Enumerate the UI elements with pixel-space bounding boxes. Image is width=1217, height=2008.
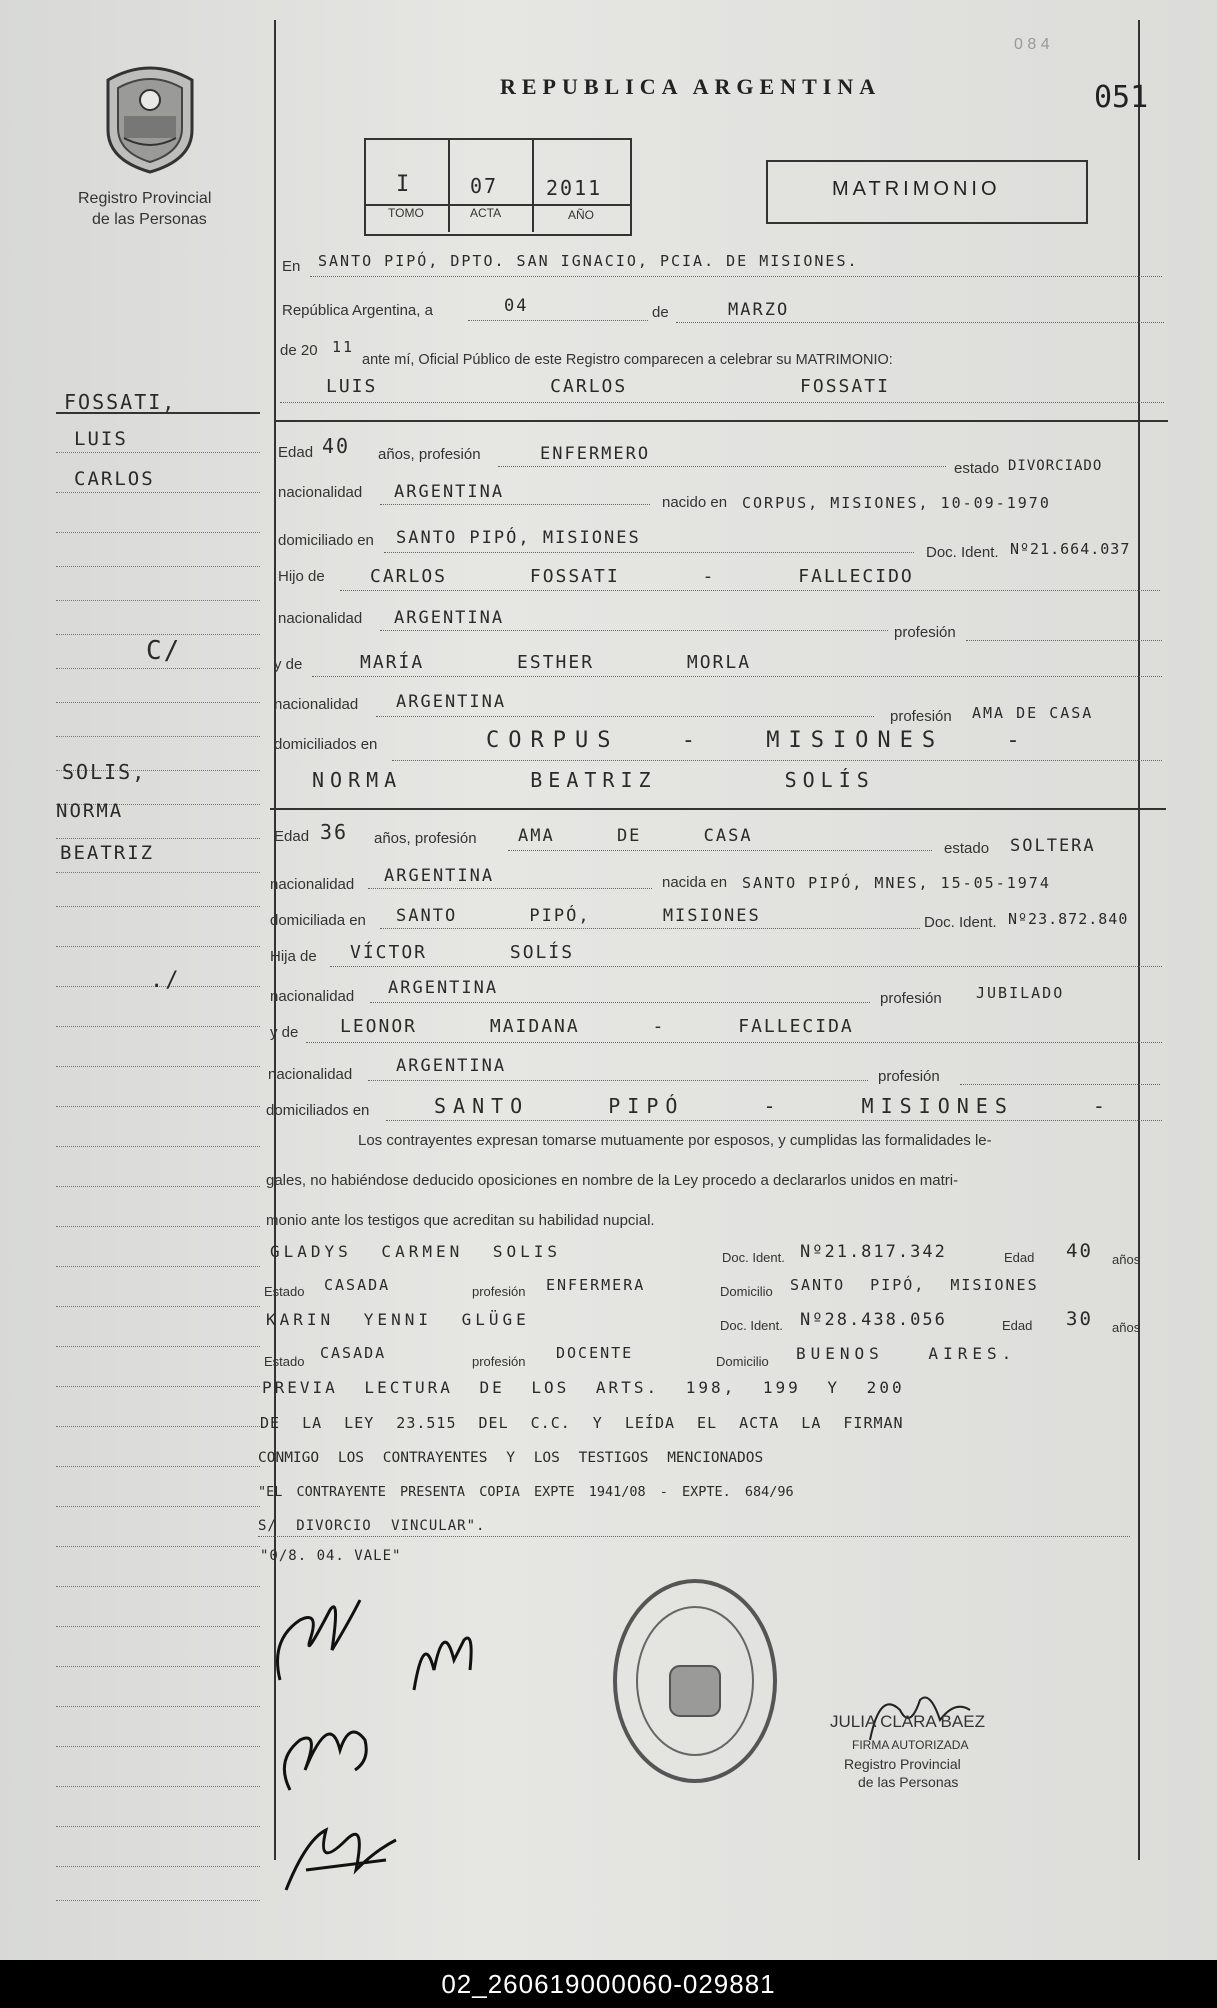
marriage-day: 04 — [504, 296, 529, 316]
bride-nationality: ARGENTINA — [384, 866, 495, 886]
witness2-profession: DOCENTE — [556, 1344, 634, 1362]
groom-signature — [260, 1580, 370, 1690]
witness2-age: 30 — [1066, 1308, 1093, 1330]
margin-surname-bride: SOLIS, — [62, 760, 147, 784]
margin-name-bride-2: BEATRIZ — [60, 842, 155, 864]
bride-mother: LEONOR MAIDANA - FALLECIDA — [340, 1016, 854, 1037]
witness1-profession: ENFERMERA — [546, 1276, 646, 1294]
groom-mother-profession: AMA DE CASA — [972, 704, 1094, 722]
official-title: FIRMA AUTORIZADA — [852, 1738, 969, 1752]
bride-full-name: NORMA BEATRIZ SOLÍS — [312, 768, 875, 792]
margin-name-groom-2: CARLOS — [74, 468, 155, 490]
witness2-civil-status: CASADA — [320, 1344, 387, 1362]
note-line-5: S/ DIVORCIO VINCULAR". — [258, 1518, 486, 1534]
bride-father-nationality: ARGENTINA — [388, 978, 499, 998]
page-number: 051 — [1094, 80, 1149, 115]
province-coat-of-arms-icon — [98, 60, 202, 174]
bride-parents-address: SANTO PIPÓ - MISIONES - — [434, 1094, 1112, 1118]
margin-close-mark: ./ — [150, 968, 181, 993]
official-seal-icon — [610, 1576, 780, 1786]
witness1-civil-status: CASADA — [324, 1276, 391, 1294]
ano-label: AÑO — [568, 208, 595, 222]
groom-father: CARLOS FOSSATI - FALLECIDO — [370, 566, 914, 587]
groom-mother-nationality: ARGENTINA — [396, 692, 507, 712]
bride-profession: AMA DE CASA — [518, 826, 753, 846]
witness1-name: GLADYS CARMEN SOLIS — [270, 1242, 562, 1261]
witness2-address: BUENOS AIRES. — [796, 1344, 1017, 1363]
witness2-name: KARIN YENNI GLÜGE — [266, 1310, 530, 1329]
registry-line-1: Registro Provincial — [78, 190, 212, 207]
country-title: REPUBLICA ARGENTINA — [500, 74, 882, 99]
act-type-label: MATRIMONIO — [832, 178, 1001, 200]
document-id-bar — [0, 1960, 1217, 2008]
groom-birth: CORPUS, MISIONES, 10-09-1970 — [742, 494, 1051, 512]
witness1-age: 40 — [1066, 1240, 1093, 1262]
note-line-3: CONMIGO LOS CONTRAYENTES Y LOS TESTIGOS MENCIONADOS — [258, 1450, 764, 1466]
official-name: JULIA CLARA BAEZ — [830, 1712, 985, 1731]
declaration-line-1: Los contrayentes expresan tomarse mutuamente por esposos, y cumplidas las formalidades le- — [358, 1132, 992, 1149]
marriage-year-suffix: 11 — [332, 338, 355, 356]
declaration-line-3: monio ante los testigos que acreditan su habilidad nupcial. — [266, 1212, 655, 1229]
bride-father: VÍCTOR SOLÍS — [350, 942, 575, 963]
groom-parents-address: CORPUS - MISIONES - — [486, 728, 1029, 753]
note-line-4: "EL CONTRAYENTE PRESENTA COPIA EXPTE 1941/08 - EXPTE. 684/96 — [258, 1484, 794, 1500]
groom-age: 40 — [322, 434, 351, 458]
document-page: Registro Provincial de las Personas REPUBLICA ARGENTINA 051 0 8 4 I 07 2011 TOMO ACTA AÑO MATRIMONIO FOSSATI, LUIS CARLOS C/ SOLIS, NORMA BEATRIZ ./ En SANTO PIPÓ, DPTO. SAN IGNACIO, PCIA. DE MISIONES. República Argentina, a 04 de MARZO de 20 11 ante mí, Oficial Público de este Registro comparecen a celebrar su MATRIMONIO: LUIS CARLOS FOSSATI Edad 40 años, profesión ENFERMERO estado DIVORCIADO nacionalidad ARGENTINA nacido en CORPUS, MISIONES, 10-09-1970 domiciliado en SANTO PIPÓ, MISIONES Doc. Ident. Nº21.664.037 Hijo de CARLOS FOSSATI - FALLECIDO nacionalidad ARGENTINA profesión y de MARÍA ESTHER MORLA nacionalidad ARGENTINA profesión AMA DE CASA domiciliados en CORPUS - MISIONES - NORMA BEATRIZ SOLÍS Edad 36 años, profesión AMA DE CASA estado SOLTERA nacionalidad ARGENTINA nacida en SANTO PIPÓ, MNES, 15-05-1974 domiciliada en SANTO PIPÓ, MISIONES Doc. Ident. Nº23.872.840 Hija de VÍCTOR SOLÍS nacionalidad ARGENTINA profesión JUBILADO y de LEONOR MAIDANA - FALLECIDA nacionalidad ARGENTINA profesión domiciliados en SANTO PIPÓ - MISIONES - Los contrayentes expresan tomarse mutuamente por esposos, y cumplidas las formalidades le- gales, no habiéndose deducido oposiciones en nombre de la Ley procedo a declararlos unidos en matri- monio ante los testigos que acreditan su habilidad nupcial. GLADYS CARMEN SOLIS Doc. Ident. Nº21.817.342 Edad 40 años Estado CASADA profesión ENFERMERA Domicilio SANTO PIPÓ, MISIONES KARIN YENNI GLÜGE Doc. Ident. Nº28.438.056 Edad 30 años Estado CASADA profesión DOCENTE Domicilio BUENOS AIRES. PREVIA LECTURA DE LOS ARTS. 198, 199 Y 200 DE LA LEY 23.515 DEL C.C. Y LEÍDA EL ACTA LA FIRMAN CONMIGO LOS CONTRAYENTES Y LOS TESTIGOS MENCIONADOS "EL CONTRAYENTE PRESENTA COPIA EXPTE 1941/08 - EXPTE. 684/96 S/ DIVORCIO VINCULAR". "0/8. 04. VALE" JULIA CLARA BAEZ FIRMA AUTORIZADA Registro Provincial de las Personas — [0, 0, 1217, 1960]
tomo-label: TOMO — [388, 206, 424, 220]
margin-name-bride-1: NORMA — [56, 800, 124, 822]
corner-note: 0 8 4 — [1014, 36, 1050, 53]
groom-profession: ENFERMERO — [540, 444, 651, 464]
note-line-1: PREVIA LECTURA DE LOS ARTS. 198, 199 Y 200 — [262, 1378, 905, 1397]
bride-father-profession: JUBILADO — [976, 984, 1065, 1002]
right-border-line — [1138, 20, 1140, 1860]
groom-nationality: ARGENTINA — [394, 482, 505, 502]
bride-address: SANTO PIPÓ, MISIONES — [396, 906, 761, 926]
groom-mother: MARÍA ESTHER MORLA — [360, 652, 752, 673]
marriage-place: SANTO PIPÓ, DPTO. SAN IGNACIO, PCIA. DE MISIONES. — [318, 252, 859, 270]
note-line-2: DE LA LEY 23.515 DEL C.C. Y LEÍDA EL ACTA LA FIRMAN — [260, 1414, 904, 1432]
bride-civil-status: SOLTERA — [1010, 836, 1096, 856]
witness1-doc: Nº21.817.342 — [800, 1242, 947, 1262]
bride-mother-nationality: ARGENTINA — [396, 1056, 507, 1076]
document-id: 02_260619000060-029881 — [441, 1968, 776, 1999]
witness1-address: SANTO PIPÓ, MISIONES — [790, 1276, 1039, 1294]
margin-name-groom-1: LUIS — [74, 428, 128, 450]
declaration-line-2: gales, no habiéndose deducido oposiciones en nombre de la Ley procedo a declararlos unidos en matri- — [266, 1172, 959, 1189]
witness2-doc: Nº28.438.056 — [800, 1310, 947, 1330]
witness2-signature — [276, 1800, 406, 1900]
bride-signature — [404, 1610, 484, 1700]
ano-value: 2011 — [546, 176, 603, 200]
groom-father-nationality: ARGENTINA — [394, 608, 505, 628]
official-org-line-1: Registro Provincial — [844, 1756, 961, 1772]
registry-line-2: de las Personas — [92, 211, 207, 228]
groom-full-name: LUIS CARLOS FOSSATI — [326, 376, 890, 397]
bride-doc: Nº23.872.840 — [1008, 910, 1129, 928]
acta-label: ACTA — [470, 206, 502, 220]
marriage-month: MARZO — [728, 300, 790, 320]
groom-civil-status: DIVORCIADO — [1008, 458, 1103, 474]
groom-address: SANTO PIPÓ, MISIONES — [396, 528, 641, 548]
note-line-6: "0/8. 04. VALE" — [260, 1548, 402, 1564]
witness1-signature — [270, 1690, 390, 1800]
bride-birth: SANTO PIPÓ, MNES, 15-05-1974 — [742, 874, 1051, 892]
groom-doc: Nº21.664.037 — [1010, 540, 1131, 558]
tomo-value: I — [396, 172, 412, 197]
margin-connector: C/ — [146, 636, 182, 666]
acta-value: 07 — [470, 174, 499, 198]
official-org-line-2: de las Personas — [858, 1774, 959, 1790]
bride-age: 36 — [320, 820, 349, 844]
margin-surname-groom: FOSSATI, — [64, 390, 177, 414]
